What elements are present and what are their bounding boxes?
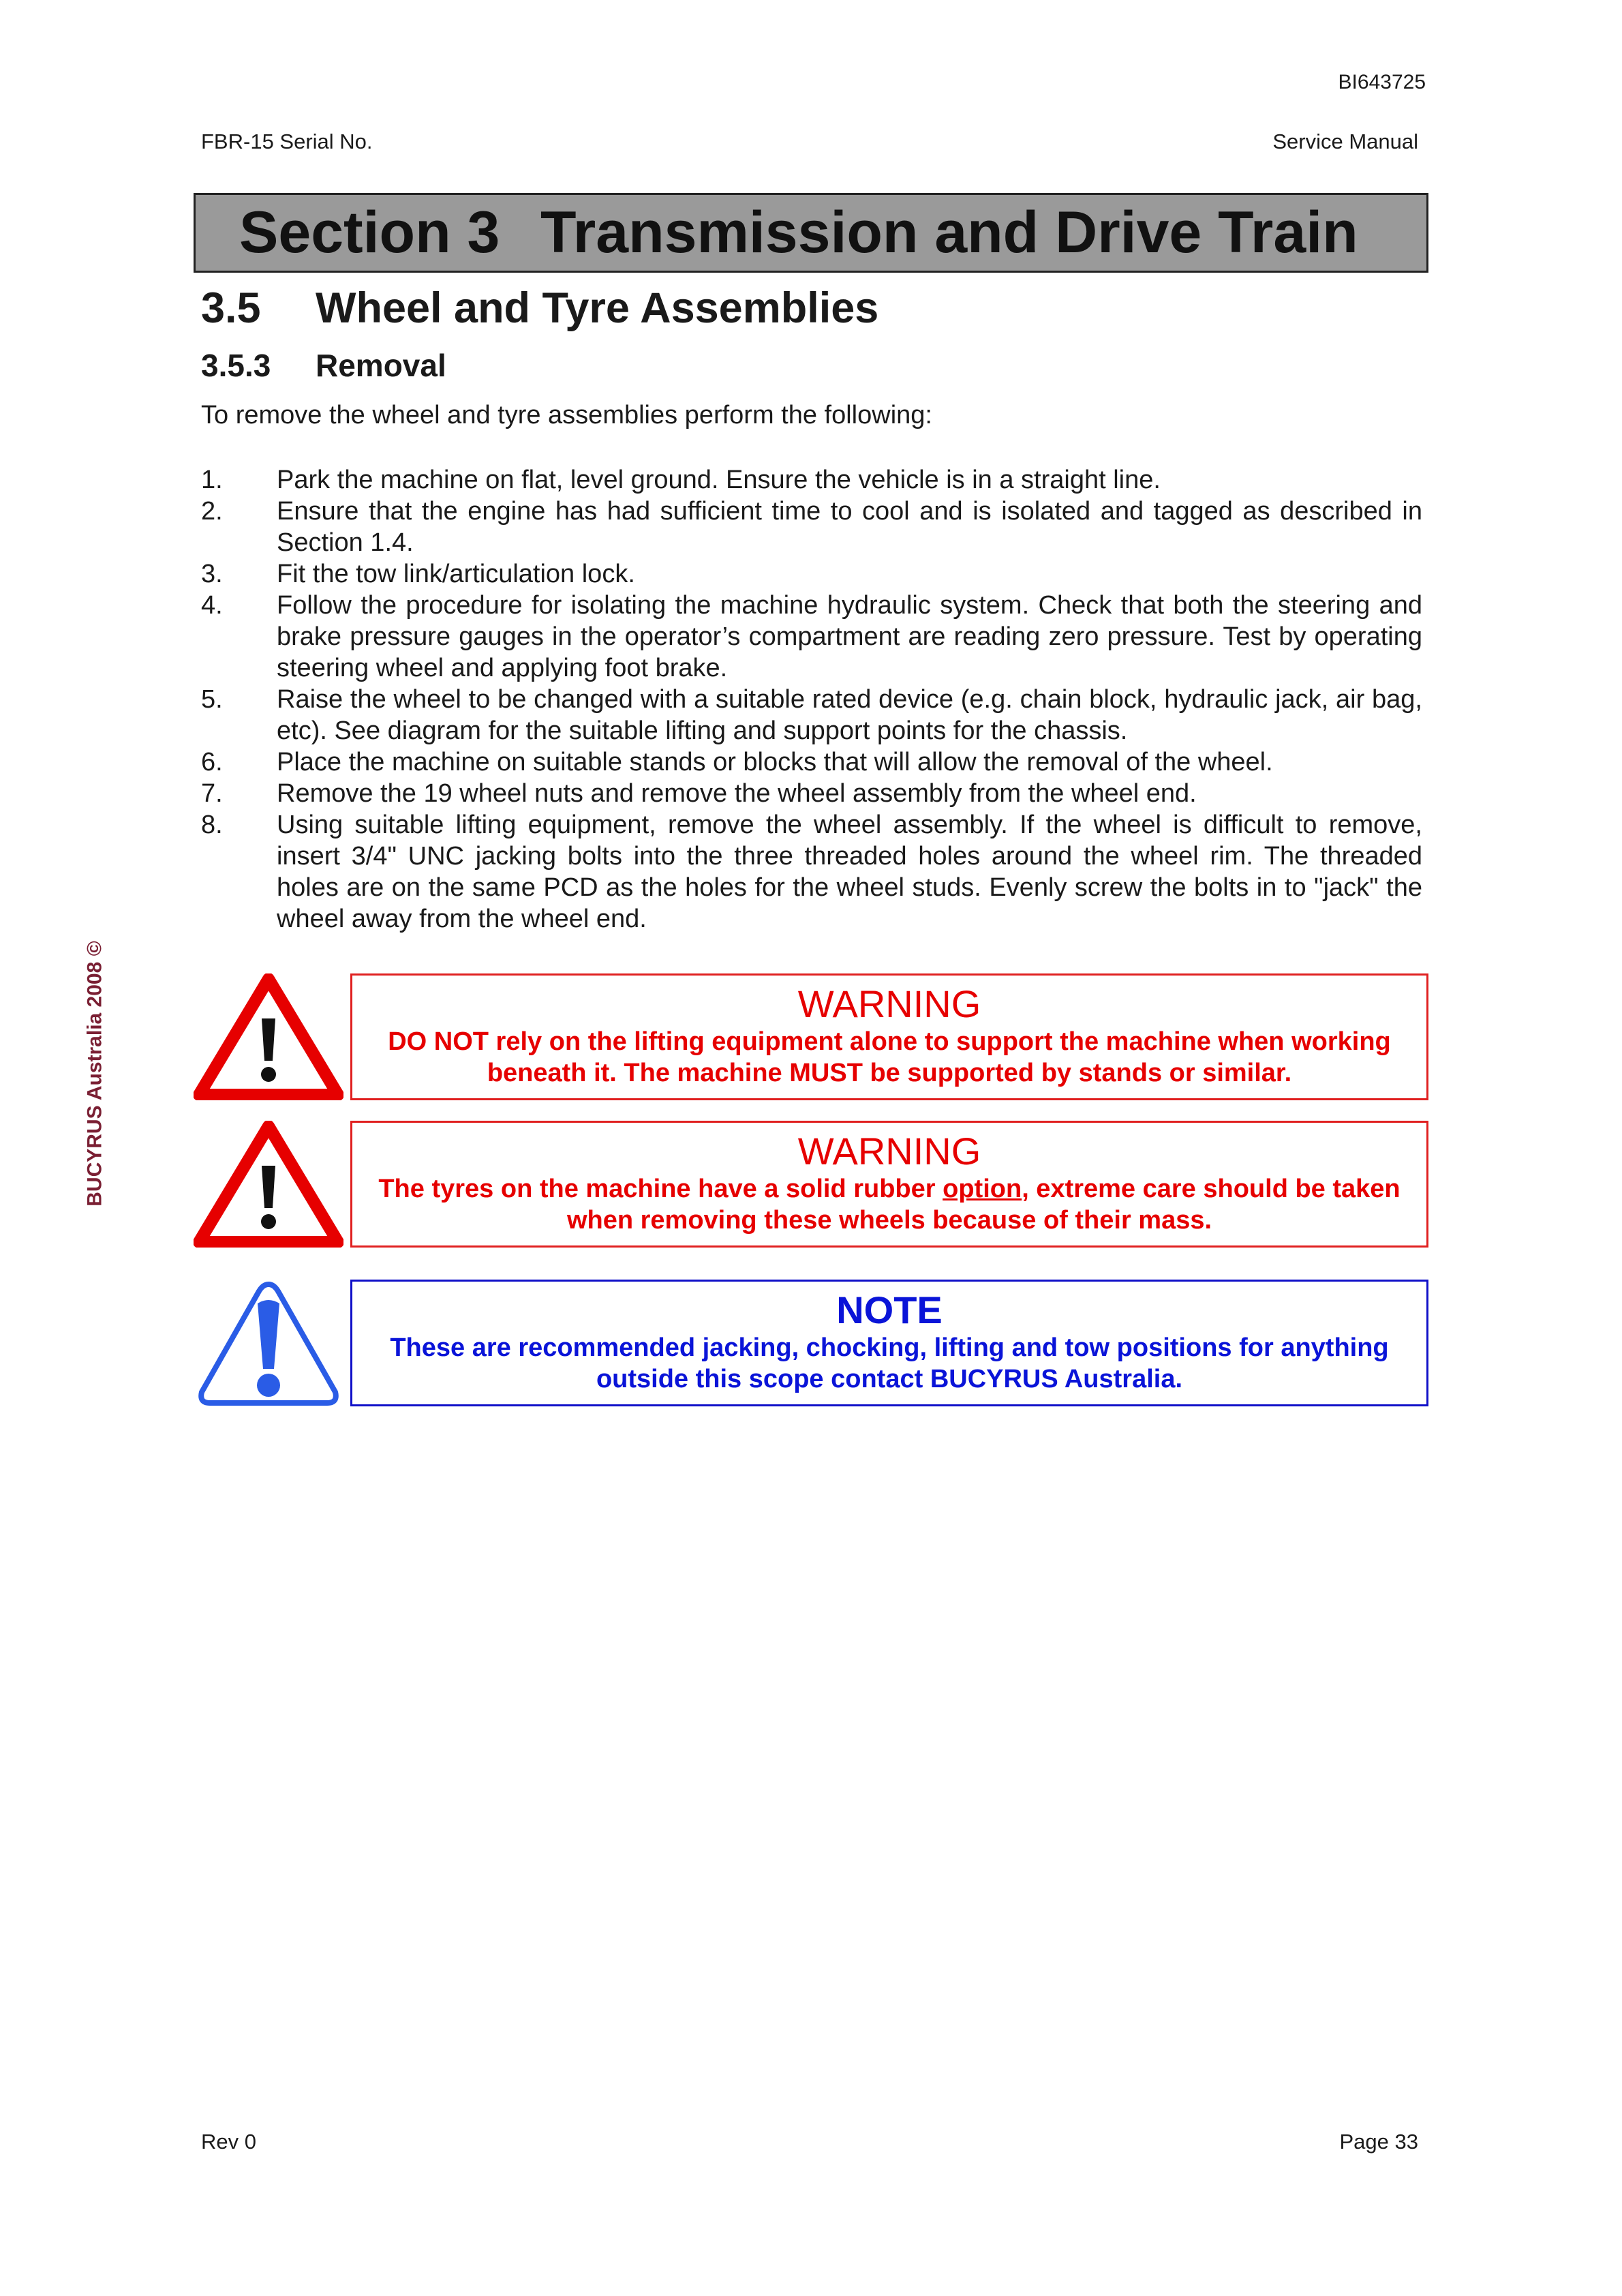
warning-title: WARNING xyxy=(797,1130,981,1173)
step-text: Place the machine on suitable stands or blocks that will allow the removal of the wheel. xyxy=(277,748,1273,776)
removal-steps-list xyxy=(201,464,1422,935)
subsubsection-heading xyxy=(201,347,446,384)
warning-text-end: , extreme care should be taken when removing these wheels because of their mass. xyxy=(566,1175,1401,1235)
note-box xyxy=(350,1280,1428,1406)
subsection-heading xyxy=(201,284,878,333)
subsubsection-title: Removal xyxy=(316,348,446,383)
warning-text-underlined: option xyxy=(943,1175,1022,1203)
warning-triangle-icon xyxy=(194,1121,343,1248)
warning-box xyxy=(350,1121,1428,1248)
subsubsection-number: 3.5.3 xyxy=(201,348,271,383)
step-text: Using suitable lifting equipment, remove the wheel assembly. If the wheel is difficult to remove, insert 3/4" UNC jacking bolts into the three threaded holes around the wheel rim. The threaded holes are on the same PCD as the holes for the wheel studs. Evenly screw the bolts in to "jack" the wheel away from the wheel end. xyxy=(277,811,1422,933)
list-item xyxy=(201,496,1422,558)
step-text: Ensure that the engine has had sufficient time to cool and is isolated and tagged as described in Section 1.4. xyxy=(277,497,1422,557)
step-number: 2. xyxy=(201,497,223,526)
warning-text: DO NOT rely on the lifting equipment alone to support the machine when working beneath it. The machine MUST be supported by stands or similar. xyxy=(388,1027,1391,1087)
intro-paragraph: To remove the wheel and tyre assemblies perform the following: xyxy=(201,401,932,429)
step-number: 7. xyxy=(201,779,223,808)
note-text: These are recommended jacking, chocking, lifting and tow positions for anything outside this scope contact BUCYRUS Australia. xyxy=(390,1333,1389,1393)
step-number: 8. xyxy=(201,811,223,839)
subsection-number: 3.5 xyxy=(201,284,261,332)
warning-text xyxy=(362,1173,1417,1236)
list-item xyxy=(201,590,1422,684)
section-number: Section 3 xyxy=(239,200,500,265)
note-callout xyxy=(194,1276,1428,1410)
subsection-title: Wheel and Tyre Assemblies xyxy=(316,284,879,332)
step-number: 1. xyxy=(201,466,223,494)
list-item xyxy=(201,464,1422,496)
list-item xyxy=(201,809,1422,935)
list-item xyxy=(201,684,1422,746)
warning-callout-tyres xyxy=(194,1121,1428,1248)
step-text: Fit the tow link/articulation lock. xyxy=(277,560,635,588)
step-text: Remove the 19 wheel nuts and remove the wheel assembly from the wheel end. xyxy=(277,779,1197,808)
step-text: Raise the wheel to be changed with a suitable rated device (e.g. chain block, hydraulic jack, air bag, etc). See diagram for the suitable lifting and support points for the chassis. xyxy=(277,685,1422,745)
header-serial-label: FBR-15 Serial No. xyxy=(201,130,373,153)
list-item xyxy=(201,746,1422,778)
document-id: BI643725 xyxy=(1338,71,1426,93)
side-copyright xyxy=(75,927,116,1220)
step-text: Park the machine on flat, level ground. Ensure the vehicle is in a straight line. xyxy=(277,466,1161,494)
footer-revision: Rev 0 xyxy=(201,2130,256,2154)
step-number: 3. xyxy=(201,560,223,588)
warning-title: WARNING xyxy=(797,982,981,1025)
warning-box xyxy=(350,973,1428,1100)
step-text: Follow the procedure for isolating the machine hydraulic system. Check that both the steering and brake pressure gauges in the operator’s compartment are reading zero pressure. Test by operating steering wheel and applying foot brake. xyxy=(277,591,1422,682)
header-manual-label: Service Manual xyxy=(1272,130,1418,153)
warning-text-start: The tyres on the machine have a solid rubber xyxy=(378,1175,943,1203)
list-item xyxy=(201,778,1422,809)
footer-page-number: Page 33 xyxy=(1339,2130,1418,2154)
step-number: 6. xyxy=(201,748,223,776)
section-title: Transmission and Drive Train xyxy=(540,200,1358,265)
warning-callout-lifting xyxy=(194,973,1428,1100)
copyright-text: BUCYRUS Australia 2008 © xyxy=(84,941,106,1207)
section-banner xyxy=(194,193,1428,273)
step-number: 5. xyxy=(201,685,223,714)
step-number: 4. xyxy=(201,591,223,620)
note-title: NOTE xyxy=(836,1288,943,1331)
warning-triangle-icon xyxy=(194,973,343,1100)
list-item xyxy=(201,558,1422,590)
info-triangle-icon xyxy=(194,1276,343,1410)
